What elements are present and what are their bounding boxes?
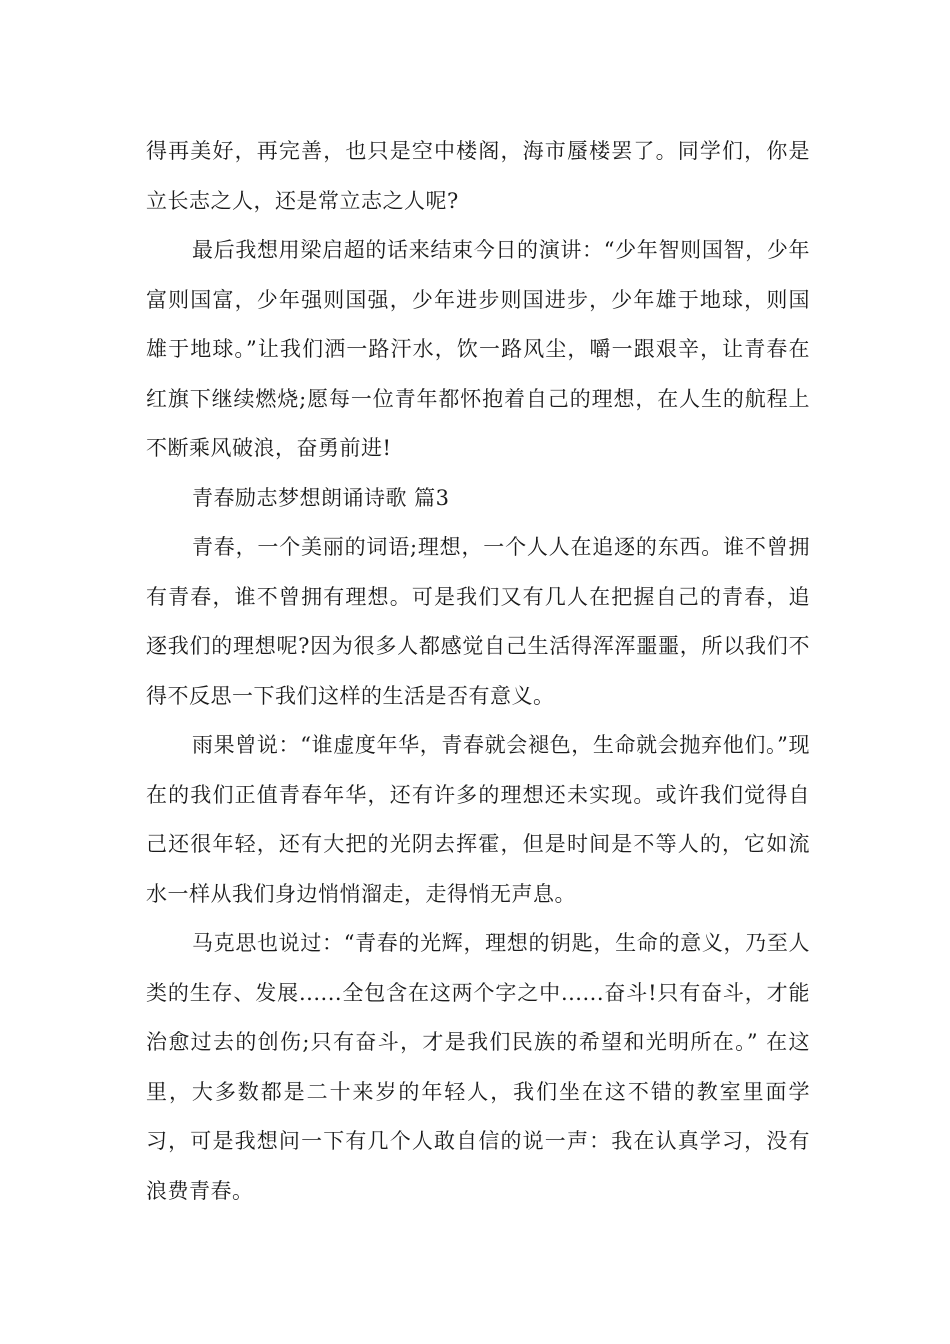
paragraph-hugo-quote: 雨果曾说：“谁虚度年华，青春就会褪色，生命就会抛弃他们。”现在的我们正值青春年华，还有许多的理想还未实现。或许我们觉得自己还很年轻，还有大把的光阴去挥霍，但是时间是不等人的，它如流水一样从我们身边悄悄溜走，走得悄无声息。: [146, 733, 810, 906]
document-body: [146, 127, 810, 1216]
paragraph-marx-quote: 马克思也说过：“青春的光辉，理想的钥匙，生命的意义，乃至人类的生存、发展......全包含在这两个字之中......奋斗!只有奋斗，才能治愈过去的创伤;只有奋斗，才是我们民族的希望和光明所在。” 在这里，大多数都是二十来岁的年轻人，我们坐在这不错的教室里面学习，可是我想问一下有几个人敢自信的说一声：我在认真学习，没有浪费青春。: [146, 931, 810, 1203]
paragraph-continuation: 得再美好，再完善，也只是空中楼阁，海市蜃楼罢了。同学们，你是立长志之人，还是常立志之人呢?: [146, 139, 810, 213]
paragraph-youth-ideals: 青春，一个美丽的词语;理想，一个人人在追逐的东西。谁不曾拥有青春，谁不曾拥有理想。可是我们又有几人在把握自己的青春，追逐我们的理想呢?因为很多人都感觉自己生活得浑浑噩噩，所以我们不得不反思一下我们这样的生活是否有意义。: [146, 535, 810, 708]
section-heading: 青春励志梦想朗诵诗歌 篇3: [192, 485, 450, 510]
paragraph-closing-quote: 最后我想用梁启超的话来结束今日的演讲：“少年智则国智，少年富则国富，少年强则国强，少年进步则国进步，少年雄于地球，则国雄于地球。”让我们洒一路汗水，饮一路风尘，嚼一跟艰辛，让青春在红旗下继续燃烧;愿每一位青年都怀抱着自己的理想，在人生的航程上不断乘风破浪，奋勇前进!: [146, 238, 810, 460]
